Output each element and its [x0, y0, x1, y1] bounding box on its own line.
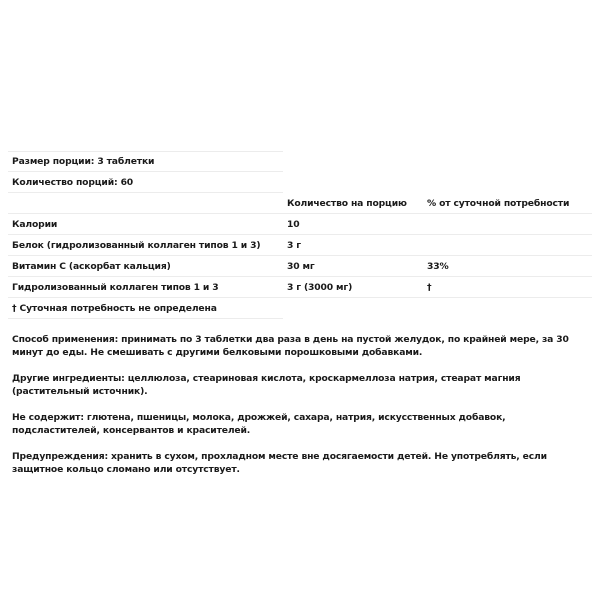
table-header — [8, 193, 592, 214]
footnote: † Суточная потребность не определена — [12, 302, 217, 314]
serving-size-row — [8, 151, 283, 172]
nutrient-daily-value: 33% — [427, 260, 449, 272]
header-daily-value: % от суточной потребности — [427, 197, 570, 209]
nutrient-amount: 3 г — [287, 239, 301, 251]
nutrient-name: Витамин С (аскорбат кальция) — [12, 260, 171, 272]
nutrient-amount: 10 — [287, 218, 300, 230]
table-row — [8, 256, 592, 277]
servings-count-row — [8, 172, 283, 193]
table-row — [8, 235, 592, 256]
footnote-row — [8, 298, 283, 319]
nutrient-name: Белок (гидролизованный коллаген типов 1 и 3) — [12, 239, 261, 251]
warnings: Предупреждения: хранить в сухом, прохладном месте вне досягаемости детей. Не употреблять, если защитное кольцо сломано или отсутствует. — [12, 451, 547, 475]
table-row — [8, 277, 592, 298]
nutrient-name: Гидролизованный коллаген типов 1 и 3 — [12, 281, 219, 293]
serving-size: Размер порции: 3 таблетки — [12, 156, 155, 167]
nutrient-amount: 3 г (3000 мг) — [287, 281, 353, 293]
product-info — [12, 333, 592, 489]
nutrient-amount: 30 мг — [287, 260, 315, 272]
header-amount: Количество на порцию — [287, 197, 407, 209]
other-ingredients: Другие ингредиенты: целлюлоза, стеариновая кислота, кроскармеллоза натрия, стеарат магния (растительный источник). — [12, 373, 521, 397]
usage-instructions: Способ применения: принимать по 3 таблетки два раза в день на пустой желудок, по крайней мере, за 30 минут до еды. Не смешивать с другими белковыми порошковыми добавками. — [12, 334, 569, 358]
free-from: Не содержит: глютена, пшеницы, молока, дрожжей, сахара, натрия, искусственных добавок, подсластителей, консервантов и красителей. — [12, 412, 506, 436]
servings-count: Количество порций: 60 — [12, 176, 134, 188]
nutrient-daily-value: † — [427, 281, 432, 293]
supplement-facts — [8, 151, 592, 319]
table-row — [8, 214, 592, 235]
nutrient-name: Калории — [12, 218, 58, 230]
